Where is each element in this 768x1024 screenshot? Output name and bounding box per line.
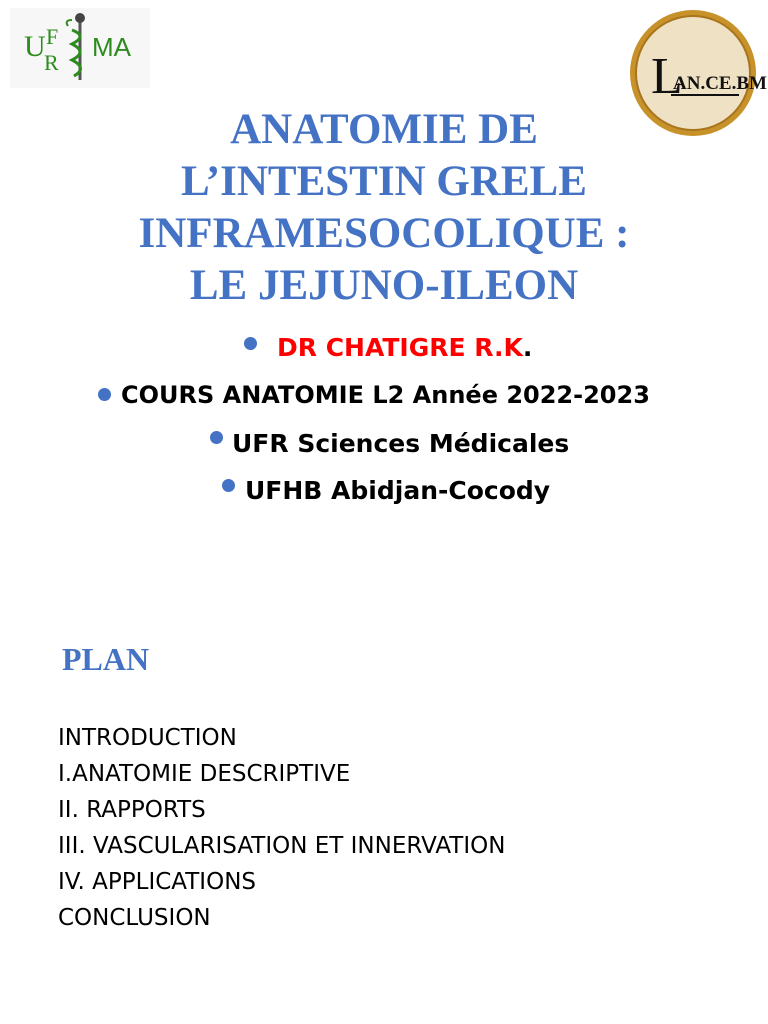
slide-title [60, 104, 708, 312]
author-bullet [277, 333, 532, 362]
plan-item: IV. APPLICATIONS [58, 869, 256, 895]
title-line: L’INTESTIN GRELE [181, 158, 587, 205]
plan-item: III. VASCULARISATION ET INNERVATION [58, 833, 506, 859]
course-bullet: COURS ANATOMIE L2 Année 2022-2023 [121, 381, 650, 409]
plan-slide [0, 512, 768, 1024]
author-name: DR CHATIGRE R.K [277, 333, 523, 362]
title-line: INFRAMESOCOLIQUE : [138, 210, 630, 257]
logo-letter-f: F [46, 24, 59, 49]
logo-letter-r: R [44, 50, 59, 75]
author-period: . [522, 333, 533, 362]
plan-item: INTRODUCTION [58, 725, 237, 751]
plan-title: PLAN [62, 641, 150, 677]
plan-item: II. RAPPORTS [58, 797, 206, 823]
bullet-dot [210, 431, 223, 444]
ufr-sma-logo [10, 8, 150, 88]
logo-letter-u: U [24, 30, 46, 63]
title-line: LE JEJUNO-ILEON [189, 262, 579, 309]
title-line: ANATOMIE DE [230, 106, 538, 153]
plan-list [58, 720, 505, 936]
plan-item: CONCLUSION [58, 905, 211, 931]
bullet-dot [222, 479, 235, 492]
logo-text-ancebm: AN.CE.BM [673, 73, 767, 94]
university-bullet: UFHB Abidjan-Cocody [245, 476, 551, 505]
plan-item: I.ANATOMIE DESCRIPTIVE [58, 761, 351, 787]
faculty-bullet: UFR Sciences Médicales [232, 429, 570, 458]
logo-letter-l: L [651, 48, 683, 105]
bullet-dot [244, 337, 257, 350]
logo-letters-ma: MA [92, 32, 131, 62]
bullet-dot [98, 388, 111, 401]
